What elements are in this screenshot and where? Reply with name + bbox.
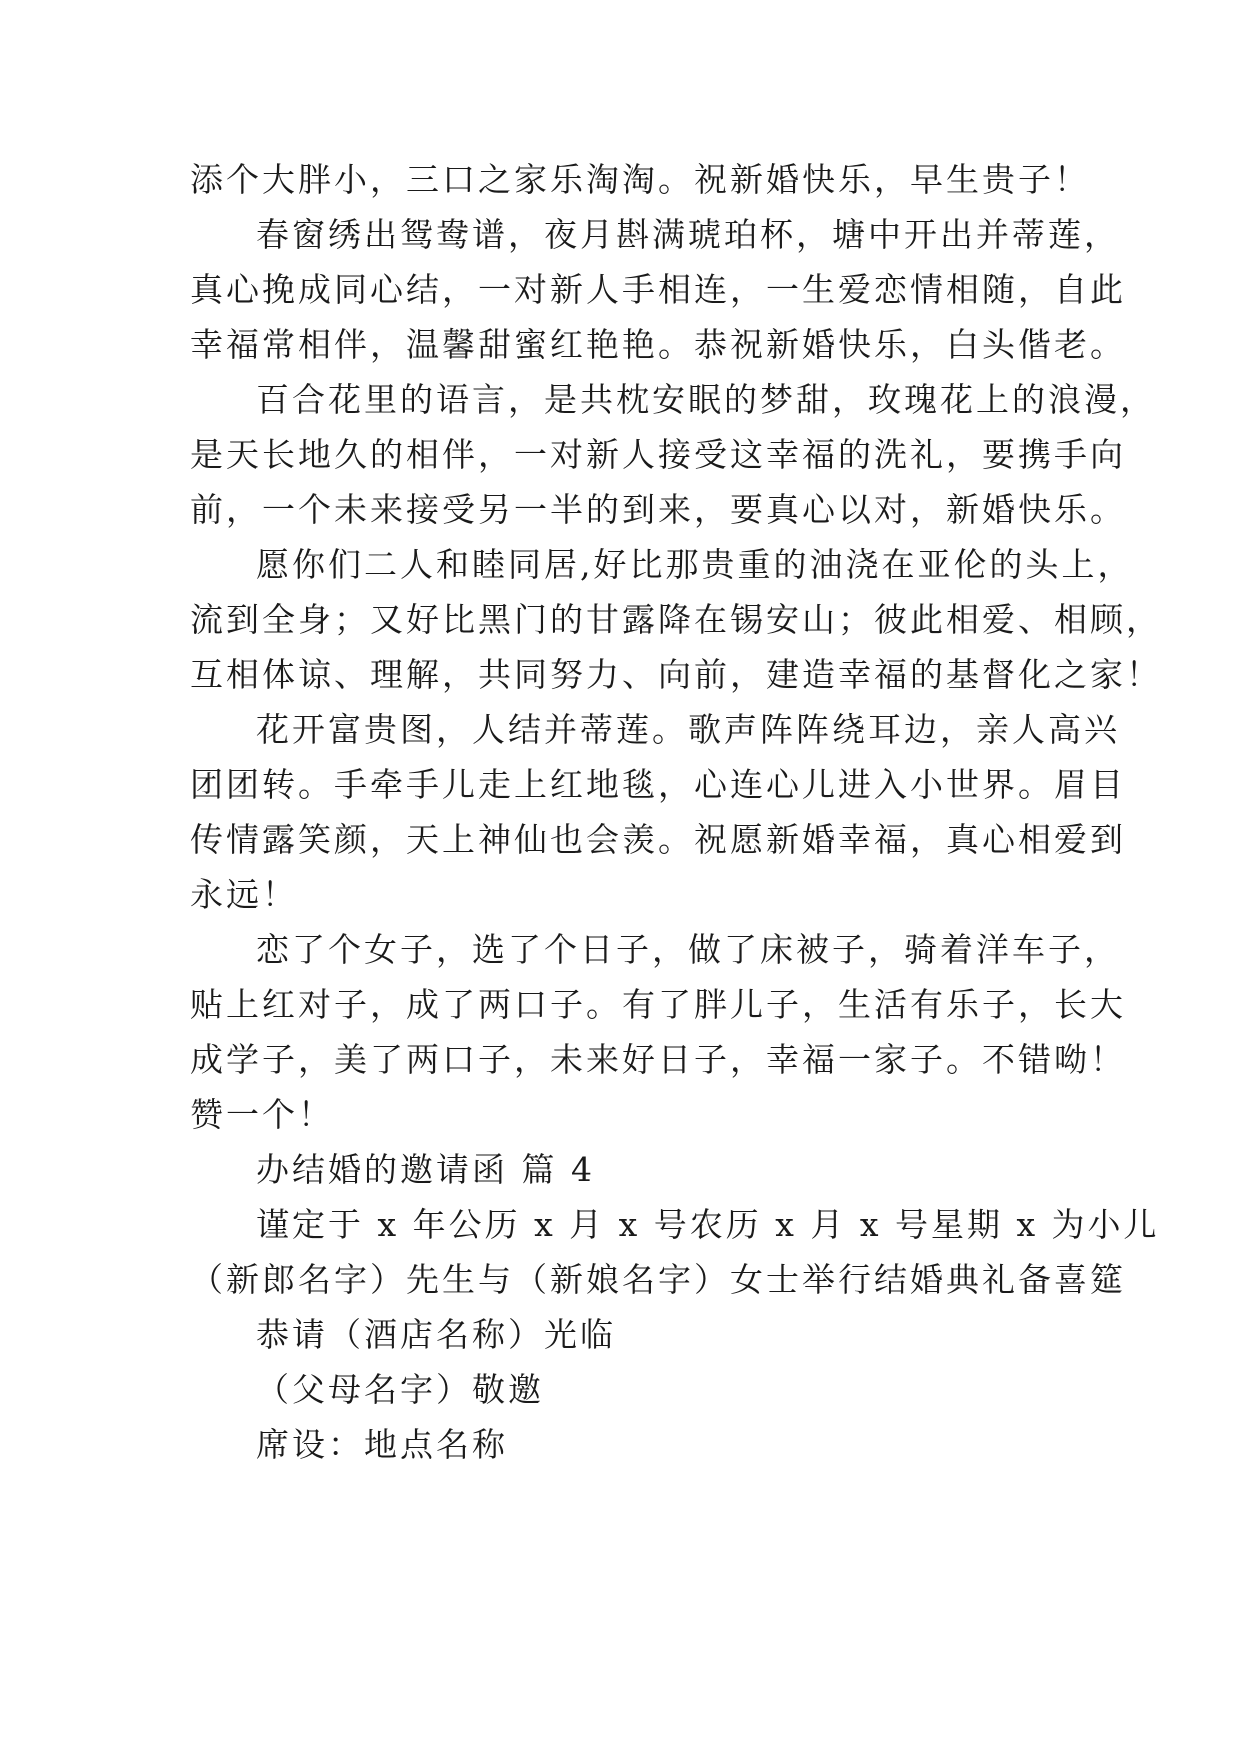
text-line: 赞一个！ [190, 1095, 334, 1134]
text-line: 互相体谅、理解，共同努力、向前，建造幸福的基督化之家！ [190, 655, 1162, 694]
text-line: 春窗绣出鸳鸯谱，夜月斟满琥珀杯，塘中开出并蒂莲， [256, 215, 1120, 254]
text-line: 成学子，美了两口子，未来好日子，幸福一家子。不错呦！ [190, 1040, 1126, 1079]
text-line: 永远！ [190, 875, 298, 914]
text-line: 真心挽成同心结，一对新人手相连，一生爱恋情相随，自此 [190, 270, 1126, 309]
text-line: 是天长地久的相伴，一对新人接受这幸福的洗礼，要携手向 [190, 435, 1126, 474]
text-line: 流到全身；又好比黑门的甘露降在锡安山；彼此相爱、相顾， [190, 600, 1162, 639]
text-line: 前，一个未来接受另一半的到来，要真心以对，新婚快乐。 [190, 490, 1126, 529]
text-line: 愿你们二人和睦同居,好比那贵重的油浇在亚伦的头上， [256, 545, 1134, 584]
text-line: （新郎名字）先生与（新娘名字）女士举行结婚典礼备喜筵 [190, 1260, 1126, 1299]
text-line: 贴上红对子，成了两口子。有了胖儿子，生活有乐子，长大 [190, 985, 1126, 1024]
text-line: 添个大胖小，三口之家乐淘淘。祝新婚快乐，早生贵子！ [190, 160, 1090, 199]
text-line: 团团转。手牵手儿走上红地毯，心连心儿进入小世界。眉目 [190, 765, 1126, 804]
text-line: 恭请（酒店名称）光临 [256, 1315, 616, 1354]
text-line: 幸福常相伴，温馨甜蜜红艳艳。恭祝新婚快乐，白头偕老。 [190, 325, 1126, 364]
text-line: 谨定于 x 年公历 x 月 x 号农历 x 月 x 号星期 x 为小儿 [256, 1205, 1160, 1244]
text-line: 恋了个女子，选了个日子，做了床被子，骑着洋车子， [256, 930, 1120, 969]
document-body [190, 152, 1162, 1472]
section-heading: 办结婚的邀请函 篇 4 [256, 1150, 595, 1189]
text-line: 传情露笑颜，天上神仙也会羡。祝愿新婚幸福，真心相爱到 [190, 820, 1126, 859]
text-line: 花开富贵图，人结并蒂莲。歌声阵阵绕耳边，亲人高兴 [256, 710, 1120, 749]
text-line: 百合花里的语言，是共枕安眠的梦甜，玫瑰花上的浪漫， [256, 380, 1156, 419]
text-line: （父母名字）敬邀 [256, 1370, 544, 1409]
text-line: 席设：地点名称 [256, 1425, 508, 1464]
